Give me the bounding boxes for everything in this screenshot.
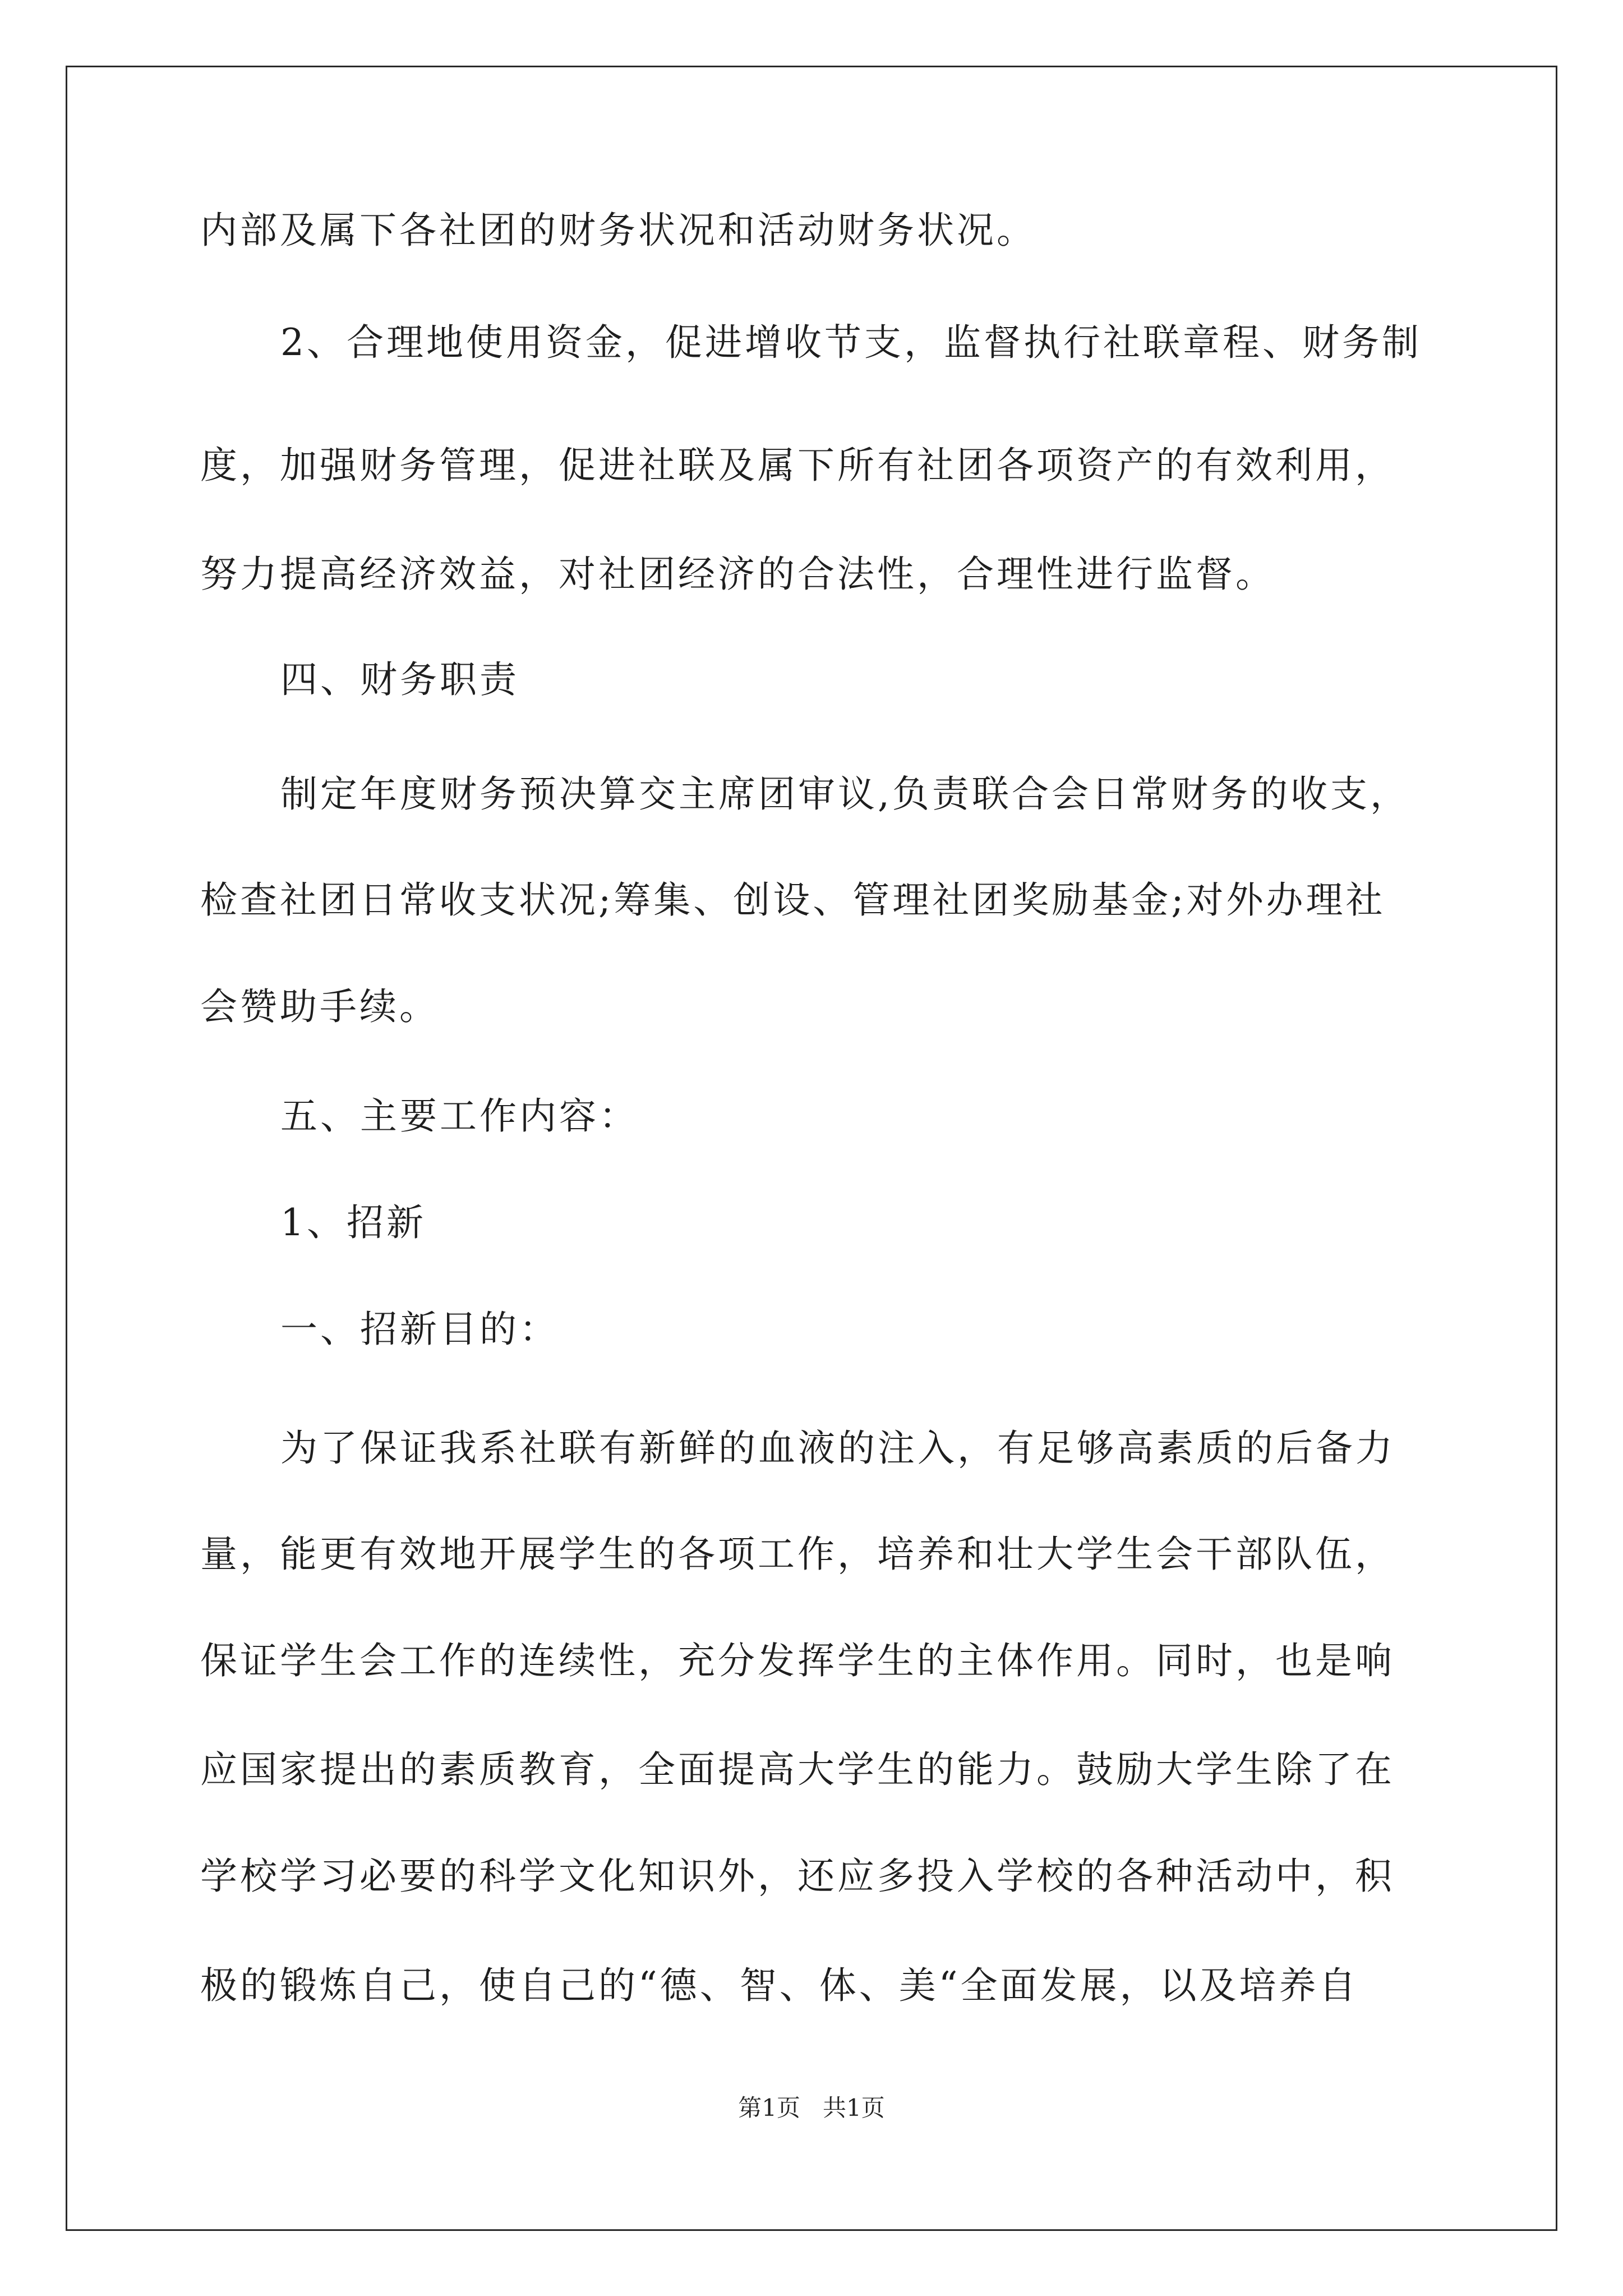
body-line-2: 2、合理地使用资金，促进增收节支，监督执行社联章程、财务制 [280, 321, 1422, 364]
page-border [66, 66, 1557, 2231]
body-line-4: 努力提高经济效益，对社团经济的合法性，合理性进行监督。 [200, 553, 1275, 596]
subheading-recruitment: 1、招新 [280, 1201, 426, 1244]
body-line-6: 制定年度财务预决算交主席团审议,负责联合会日常财务的收支， [280, 772, 1410, 816]
body-line-16: 学校学习必要的科学文化知识外，还应多投入学校的各种活动中，积 [200, 1855, 1395, 1898]
body-line-17: 极的锻炼自己，使自己的“德、智、体、美“全面发展，以及培养自 [200, 1964, 1359, 2007]
section-heading-financial-duties: 四、财务职责 [280, 658, 519, 701]
subheading-recruitment-purpose: 一、招新目的： [280, 1308, 559, 1351]
body-line-3: 度，加强财务管理，促进社联及属下所有社团各项资产的有效利用， [200, 444, 1395, 487]
section-heading-main-work: 五、主要工作内容： [280, 1094, 639, 1138]
body-line-7: 检查社团日常收支状况;筹集、创设、管理社团奖励基金;对外办理社 [200, 878, 1386, 922]
body-line-14: 保证学生会工作的连续性，充分发挥学生的主体作用。同时，也是响 [200, 1639, 1395, 1682]
body-line-12: 为了保证我系社联有新鲜的血液的注入，有足够高素质的后备力 [280, 1427, 1395, 1470]
body-line-15: 应国家提出的素质教育，全面提高大学生的能力。鼓励大学生除了在 [200, 1748, 1395, 1791]
body-line-1: 内部及属下各社团的财务状况和活动财务状况。 [200, 209, 1036, 252]
body-line-13: 量，能更有效地开展学生的各项工作，培养和壮大学生会干部队伍， [200, 1533, 1395, 1576]
body-line-8: 会赞助手续。 [200, 985, 439, 1028]
page-number-footer: 第1页 共1页 [738, 2094, 885, 2122]
